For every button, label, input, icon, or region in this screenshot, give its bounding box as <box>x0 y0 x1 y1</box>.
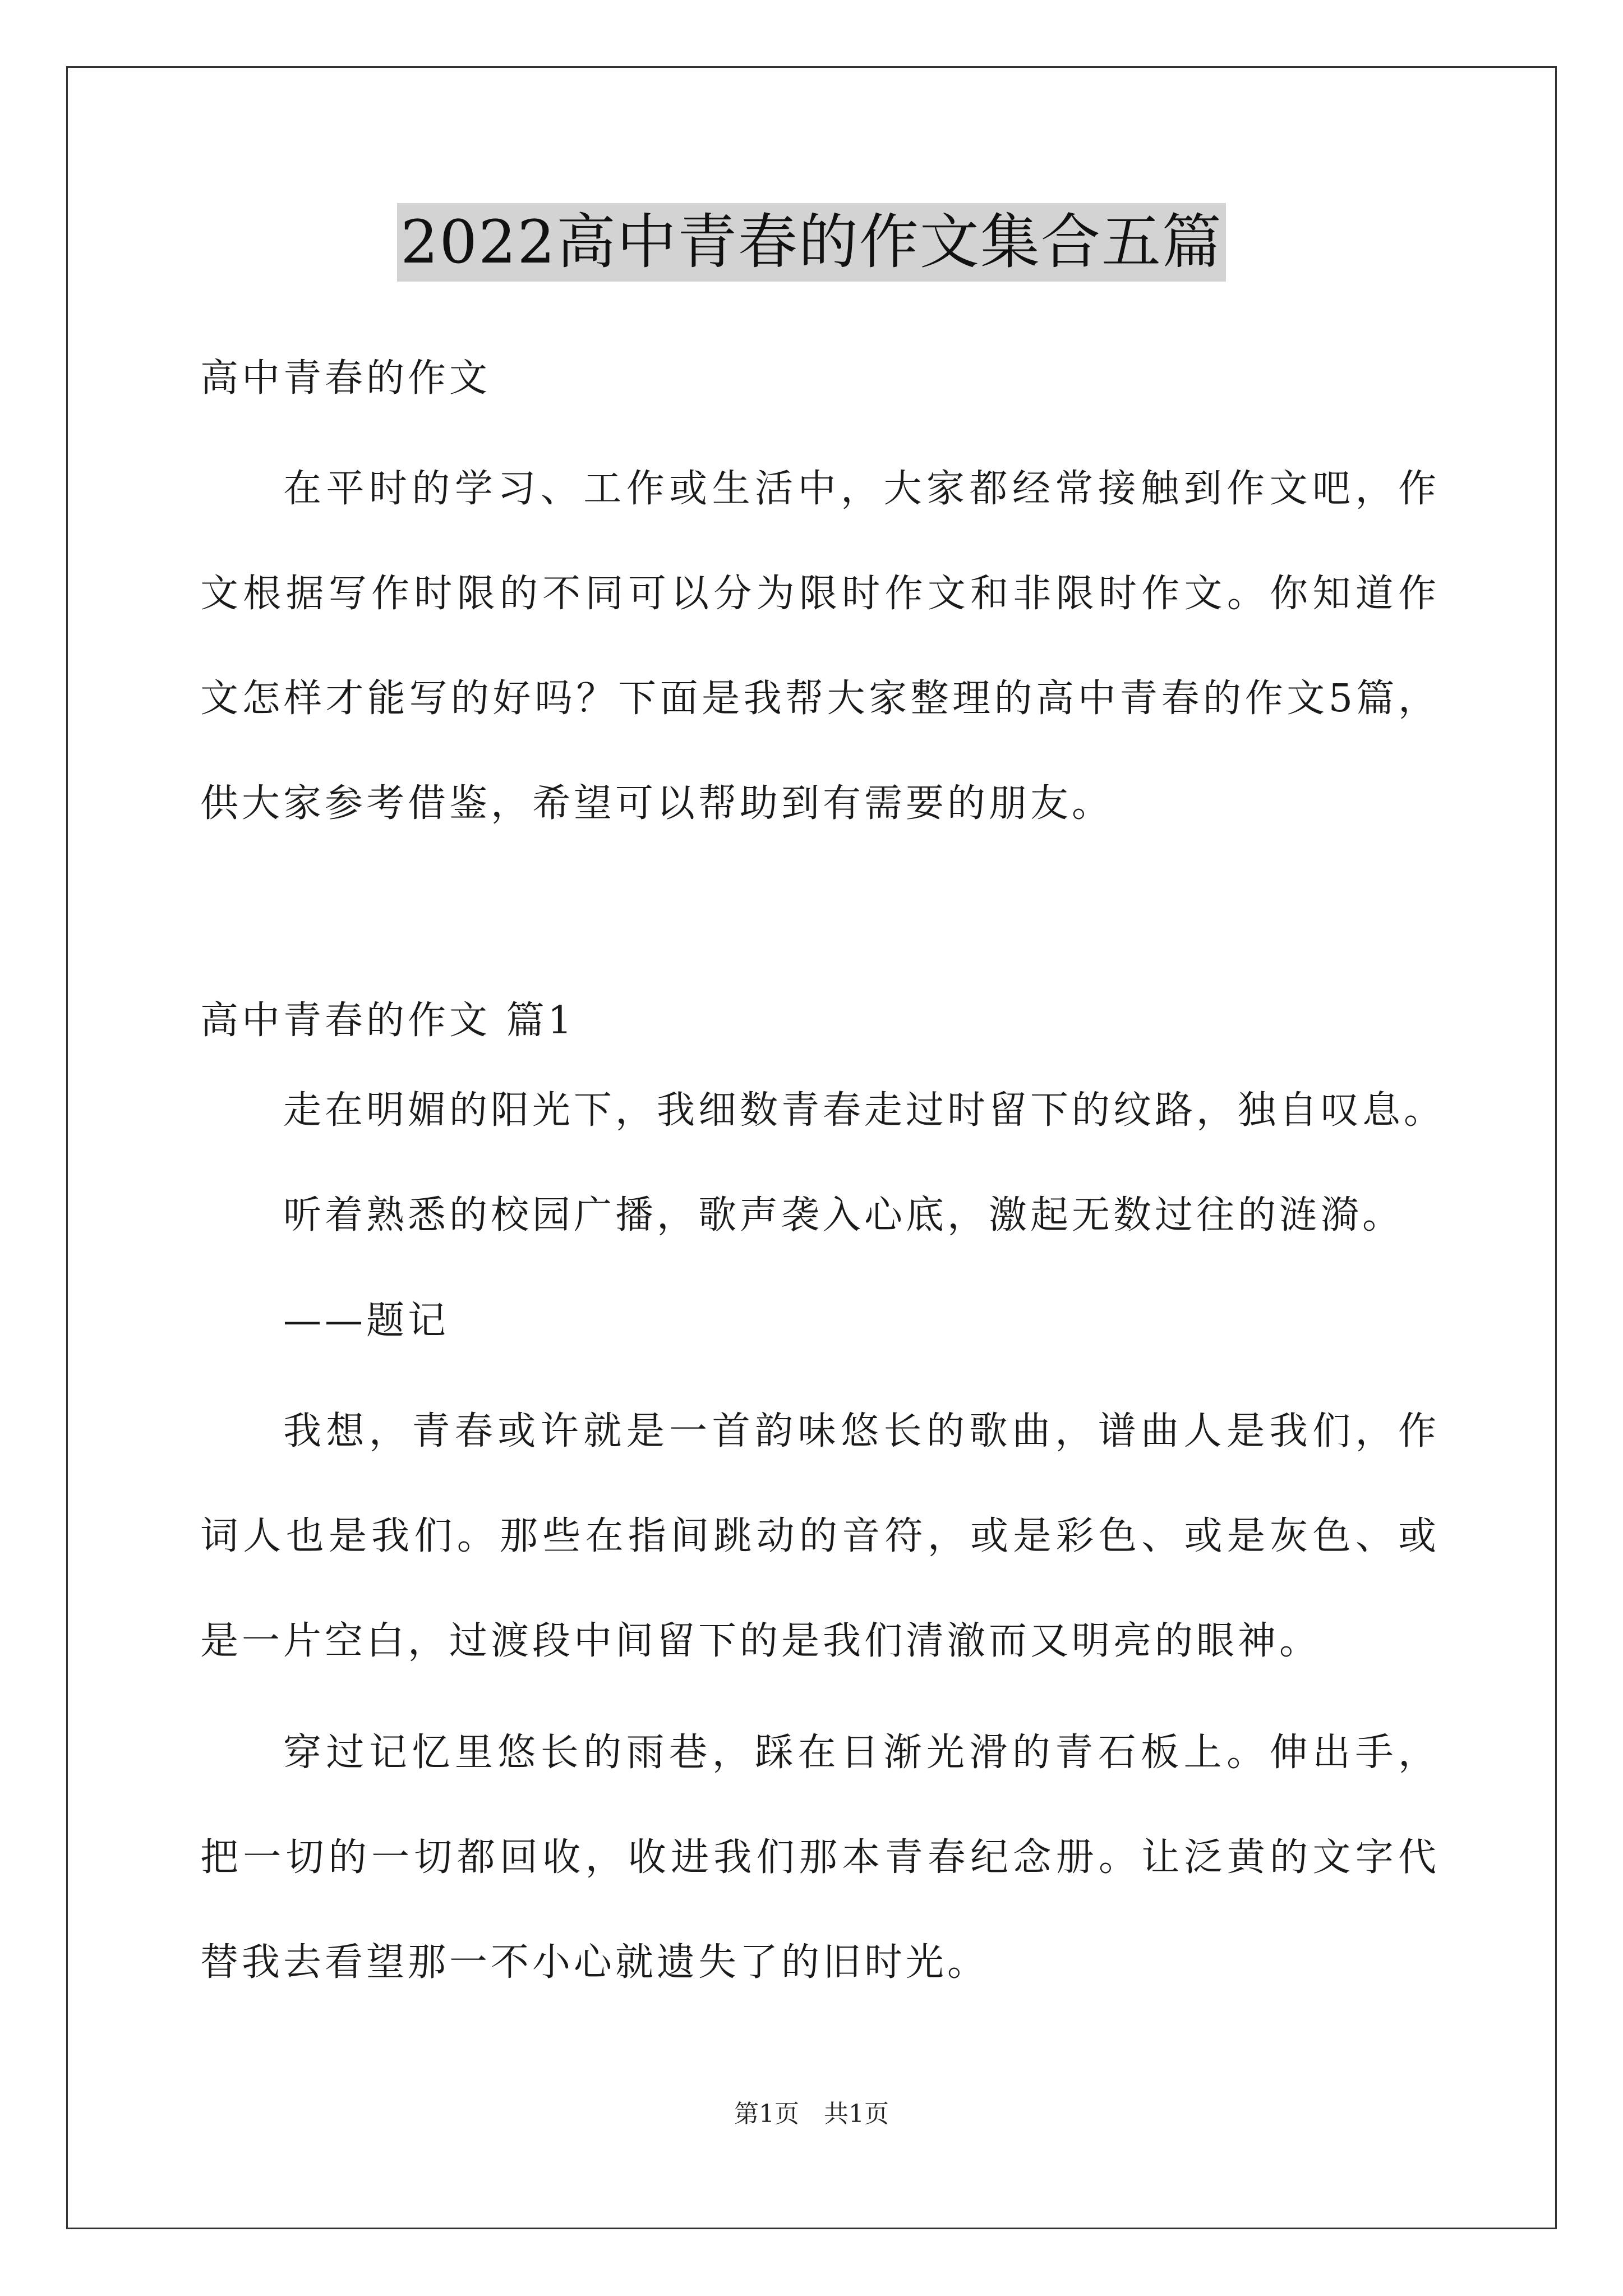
title-container <box>0 203 1623 282</box>
epigraph-attribution: ——题记 <box>283 1299 450 1343</box>
page-footer: 第1页 共1页 <box>734 2100 889 2128</box>
epigraph-line-1: 走在明媚的阳光下，我细数青春走过时留下的纹路，独自叹息。 <box>283 1088 1446 1133</box>
body-paragraph-2: 穿过记忆里悠长的雨巷，踩在日渐光滑的青石板上。伸出手，把一切的一切都回收，收进我们那本青春纪念册。让泛黄的文字代替我去看望那一不小心就遗失了的旧时光。 <box>200 1731 1440 1985</box>
document-title: 2022高中青春的作文集合五篇 <box>397 203 1226 282</box>
epigraph-line-2: 听着熟悉的校园广播，歌声袭入心底，激起无数过往的涟漪。 <box>283 1193 1404 1237</box>
section-heading: 高中青春的作文 篇1 <box>200 999 575 1043</box>
intro-heading: 高中青春的作文 <box>200 356 491 401</box>
intro-paragraph: 在平时的学习、工作或生活中，大家都经常接触到作文吧，作文根据写作时限的不同可以分为限时作文和非限时作文。你知道作文怎样才能写的好吗？下面是我帮大家整理的高中青春的作文5篇，供大家参考借鉴，希望可以帮助到有需要的朋友。 <box>200 467 1440 826</box>
body-paragraph-1: 我想，青春或许就是一首韵味悠长的歌曲，谱曲人是我们，作词人也是我们。那些在指间跳动的音符，或是彩色、或是灰色、或是一片空白，过渡段中间留下的是我们清澈而又明亮的眼神。 <box>200 1409 1440 1663</box>
